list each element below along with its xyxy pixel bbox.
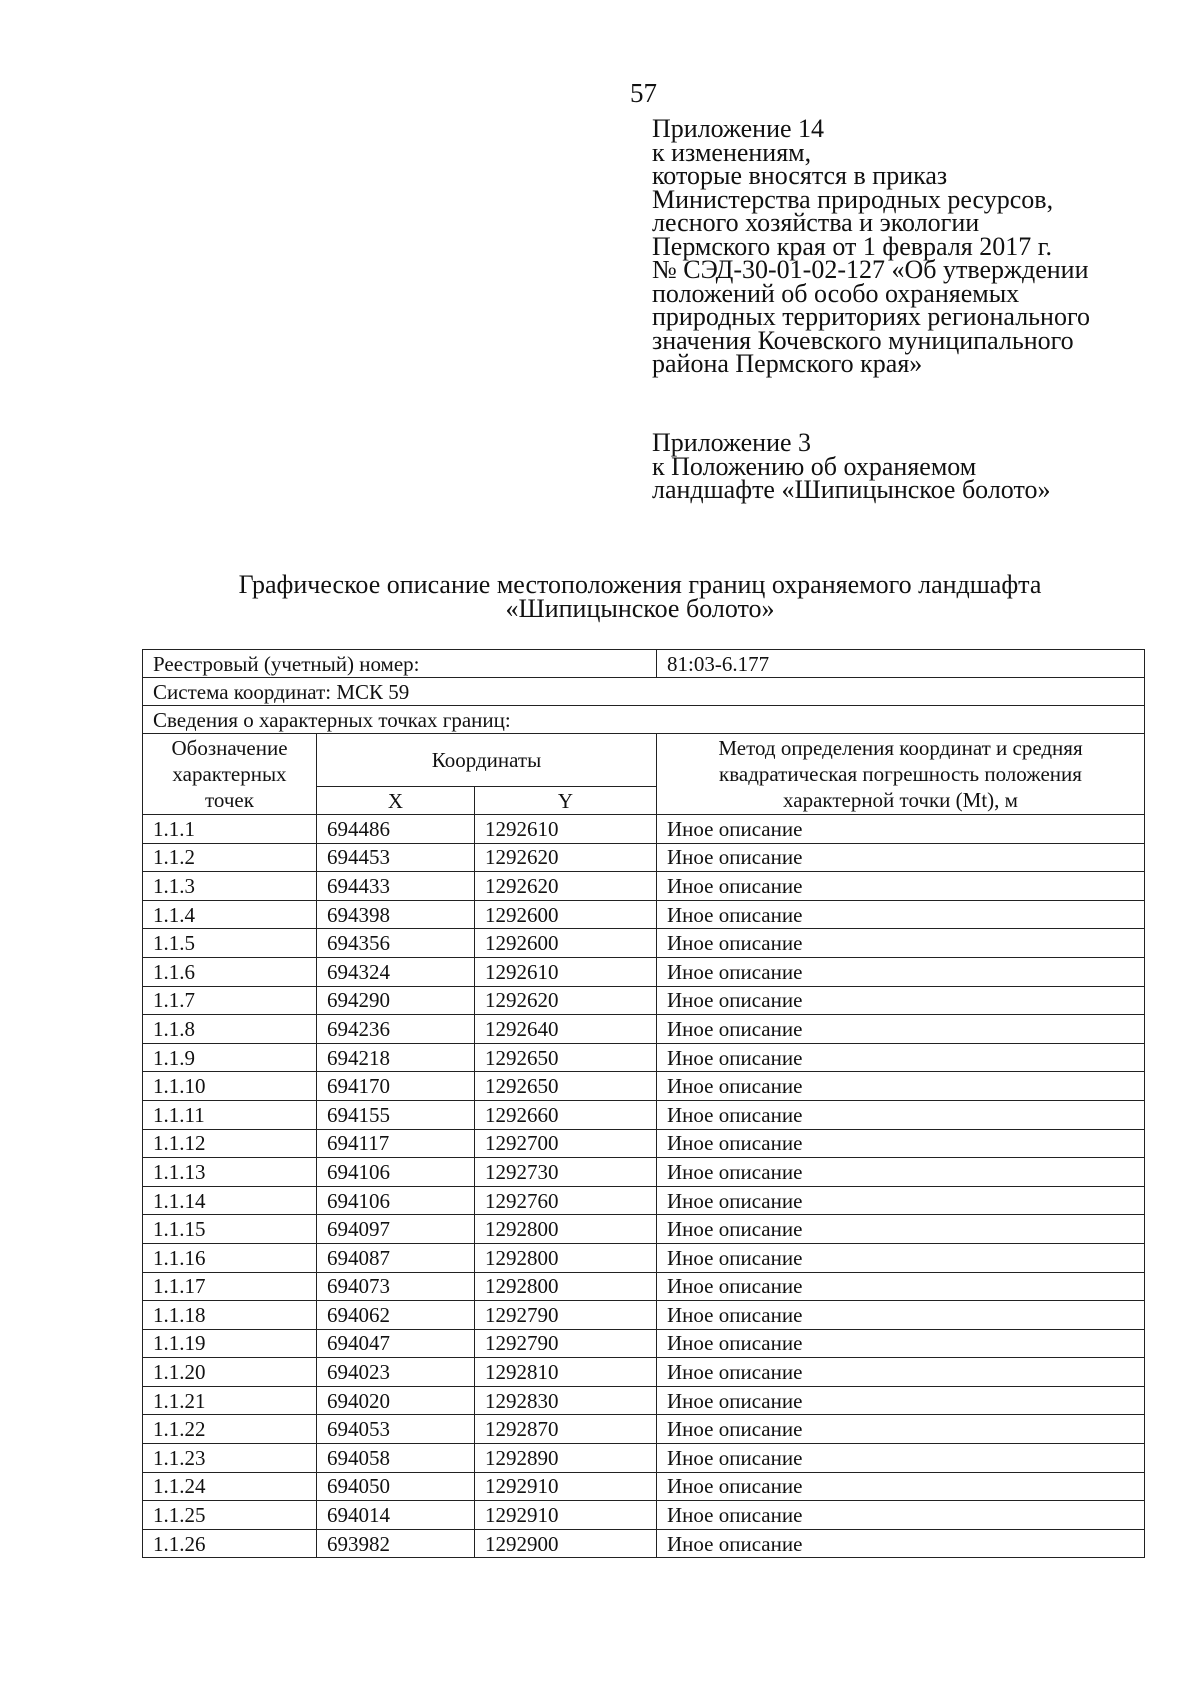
table-row bbox=[143, 986, 1145, 1015]
table-row bbox=[143, 1386, 1145, 1415]
cell-x: 693982 bbox=[317, 1529, 475, 1558]
header-point bbox=[143, 734, 317, 815]
appendix-14-line: Приложение 14 bbox=[652, 114, 825, 143]
cell-y: 1292790 bbox=[475, 1329, 657, 1358]
cell-y: 1292620 bbox=[475, 986, 657, 1015]
cell-y: 1292640 bbox=[475, 1015, 657, 1044]
cell-method: Иное описание bbox=[657, 1243, 1145, 1272]
cell-method: Иное описание bbox=[657, 872, 1145, 901]
header-method-line: Метод определения координат и средняя bbox=[718, 736, 1083, 760]
cell-method: Иное описание bbox=[657, 815, 1145, 844]
cell-point: 1.1.7 bbox=[143, 986, 317, 1015]
cell-method: Иное описание bbox=[657, 1072, 1145, 1101]
cell-method: Иное описание bbox=[657, 929, 1145, 958]
cell-method: Иное описание bbox=[657, 1015, 1145, 1044]
cell-x: 694398 bbox=[317, 900, 475, 929]
appendix-14-line: природных территориях регионального bbox=[652, 302, 1090, 331]
cell-y: 1292800 bbox=[475, 1243, 657, 1272]
cell-x: 694062 bbox=[317, 1301, 475, 1330]
cell-point: 1.1.10 bbox=[143, 1072, 317, 1101]
cell-x: 694290 bbox=[317, 986, 475, 1015]
header-y: Y bbox=[475, 787, 657, 815]
table-row bbox=[143, 1158, 1145, 1187]
cell-y: 1292810 bbox=[475, 1358, 657, 1387]
cell-x: 694236 bbox=[317, 1015, 475, 1044]
table-row bbox=[143, 929, 1145, 958]
points-info: Сведения о характерных точках границ: bbox=[143, 706, 1145, 734]
table-row bbox=[143, 1100, 1145, 1129]
document-title-line: Графическое описание местоположения границ охраняемого ландшафта bbox=[238, 570, 1042, 599]
cell-y: 1292800 bbox=[475, 1215, 657, 1244]
cell-method: Иное описание bbox=[657, 1529, 1145, 1558]
appendix-14-line: лесного хозяйства и экологии bbox=[652, 208, 980, 237]
points-info-row bbox=[143, 706, 1145, 734]
cell-y: 1292910 bbox=[475, 1472, 657, 1501]
cell-method: Иное описание bbox=[657, 957, 1145, 986]
table-row bbox=[143, 1415, 1145, 1444]
cell-x: 694453 bbox=[317, 843, 475, 872]
cell-x: 694050 bbox=[317, 1472, 475, 1501]
cell-y: 1292610 bbox=[475, 957, 657, 986]
cell-point: 1.1.20 bbox=[143, 1358, 317, 1387]
header-method bbox=[657, 734, 1145, 815]
cell-x: 694218 bbox=[317, 1043, 475, 1072]
cell-point: 1.1.4 bbox=[143, 900, 317, 929]
cell-point: 1.1.12 bbox=[143, 1129, 317, 1158]
table-row bbox=[143, 957, 1145, 986]
table-row bbox=[143, 872, 1145, 901]
cell-y: 1292800 bbox=[475, 1272, 657, 1301]
cell-point: 1.1.21 bbox=[143, 1386, 317, 1415]
cell-method: Иное описание bbox=[657, 1301, 1145, 1330]
cell-y: 1292700 bbox=[475, 1129, 657, 1158]
cell-point: 1.1.9 bbox=[143, 1043, 317, 1072]
table-row bbox=[143, 1186, 1145, 1215]
table-row bbox=[143, 1329, 1145, 1358]
cell-method: Иное описание bbox=[657, 1329, 1145, 1358]
coord-system-row bbox=[143, 678, 1145, 706]
cell-method: Иное описание bbox=[657, 1272, 1145, 1301]
registry-label: Реестровый (учетный) номер: bbox=[143, 650, 657, 678]
cell-y: 1292790 bbox=[475, 1301, 657, 1330]
header-coordinates: Координаты bbox=[317, 734, 657, 787]
appendix-14-line: которые вносятся в приказ bbox=[652, 161, 948, 190]
cell-x: 694155 bbox=[317, 1100, 475, 1129]
cell-method: Иное описание bbox=[657, 1501, 1145, 1530]
table-row bbox=[143, 900, 1145, 929]
cell-method: Иное описание bbox=[657, 1472, 1145, 1501]
cell-method: Иное описание bbox=[657, 1215, 1145, 1244]
cell-method: Иное описание bbox=[657, 1129, 1145, 1158]
header-point-line: характерных bbox=[172, 762, 287, 786]
cell-y: 1292600 bbox=[475, 900, 657, 929]
header-x: X bbox=[317, 787, 475, 815]
registry-row bbox=[143, 650, 1145, 678]
cell-method: Иное описание bbox=[657, 1186, 1145, 1215]
appendix-14-line: положений об особо охраняемых bbox=[652, 278, 1020, 308]
cell-method: Иное описание bbox=[657, 843, 1145, 872]
document-title bbox=[140, 570, 1140, 623]
cell-point: 1.1.18 bbox=[143, 1301, 317, 1330]
appendix-3-line: к Положению об охраняемом bbox=[652, 451, 977, 481]
cell-x: 694117 bbox=[317, 1129, 475, 1158]
cell-y: 1292600 bbox=[475, 929, 657, 958]
table-row bbox=[143, 1444, 1145, 1473]
table-row bbox=[143, 1215, 1145, 1244]
cell-method: Иное описание bbox=[657, 1158, 1145, 1187]
coord-system: Система координат: МСК 59 bbox=[143, 678, 1145, 706]
header-point-line: Обозначение bbox=[171, 736, 288, 760]
document-title-line: «Шипицынское болото» bbox=[505, 594, 775, 623]
cell-x: 694170 bbox=[317, 1072, 475, 1101]
cell-point: 1.1.1 bbox=[143, 815, 317, 844]
table-row bbox=[143, 1072, 1145, 1101]
table-header-row bbox=[143, 734, 1145, 787]
appendix-14-line: № СЭД-30-01-02-127 «Об утверждении bbox=[652, 255, 1089, 284]
table-row bbox=[143, 1501, 1145, 1530]
cell-point: 1.1.15 bbox=[143, 1215, 317, 1244]
table-row bbox=[143, 1301, 1145, 1330]
cell-y: 1292760 bbox=[475, 1186, 657, 1215]
cell-point: 1.1.26 bbox=[143, 1529, 317, 1558]
appendix-14-line: Пермского края от 1 февраля 2017 г. bbox=[652, 231, 1052, 261]
cell-x: 694014 bbox=[317, 1501, 475, 1530]
cell-x: 694058 bbox=[317, 1444, 475, 1473]
cell-method: Иное описание bbox=[657, 1444, 1145, 1473]
cell-y: 1292870 bbox=[475, 1415, 657, 1444]
cell-x: 694106 bbox=[317, 1186, 475, 1215]
cell-x: 694023 bbox=[317, 1358, 475, 1387]
cell-x: 694073 bbox=[317, 1272, 475, 1301]
cell-point: 1.1.25 bbox=[143, 1501, 317, 1530]
cell-x: 694486 bbox=[317, 815, 475, 844]
header-method-line: квадратическая погрешность положения bbox=[719, 762, 1082, 786]
cell-x: 694106 bbox=[317, 1158, 475, 1187]
appendix-14-line: района Пермского края» bbox=[652, 349, 923, 378]
cell-point: 1.1.19 bbox=[143, 1329, 317, 1358]
cell-x: 694047 bbox=[317, 1329, 475, 1358]
appendix-14-line: к изменениям, bbox=[652, 137, 812, 167]
cell-method: Иное описание bbox=[657, 986, 1145, 1015]
cell-point: 1.1.2 bbox=[143, 843, 317, 872]
cell-y: 1292620 bbox=[475, 872, 657, 901]
cell-x: 694020 bbox=[317, 1386, 475, 1415]
cell-point: 1.1.8 bbox=[143, 1015, 317, 1044]
registry-value: 81:03-6.177 bbox=[657, 650, 1145, 678]
table-row bbox=[143, 843, 1145, 872]
table-row bbox=[143, 815, 1145, 844]
table-row bbox=[143, 1129, 1145, 1158]
cell-y: 1292910 bbox=[475, 1501, 657, 1530]
cell-y: 1292830 bbox=[475, 1386, 657, 1415]
cell-method: Иное описание bbox=[657, 1386, 1145, 1415]
cell-point: 1.1.22 bbox=[143, 1415, 317, 1444]
appendix-3-line: ландшафте «Шипицынское болото» bbox=[652, 475, 1051, 504]
cell-point: 1.1.13 bbox=[143, 1158, 317, 1187]
table-row bbox=[143, 1272, 1145, 1301]
cell-point: 1.1.24 bbox=[143, 1472, 317, 1501]
cell-method: Иное описание bbox=[657, 1415, 1145, 1444]
header-point-line: точек bbox=[205, 788, 254, 812]
cell-x: 694433 bbox=[317, 872, 475, 901]
appendix-3-header bbox=[652, 428, 1152, 504]
cell-point: 1.1.14 bbox=[143, 1186, 317, 1215]
cell-y: 1292650 bbox=[475, 1043, 657, 1072]
page-number: 57 bbox=[630, 78, 657, 108]
cell-x: 694324 bbox=[317, 957, 475, 986]
cell-point: 1.1.16 bbox=[143, 1243, 317, 1272]
cell-x: 694053 bbox=[317, 1415, 475, 1444]
cell-point: 1.1.6 bbox=[143, 957, 317, 986]
header-method-line: характерной точки (Mt), м bbox=[783, 788, 1018, 812]
cell-x: 694097 bbox=[317, 1215, 475, 1244]
appendix-14-header bbox=[652, 114, 1152, 378]
cell-method: Иное описание bbox=[657, 900, 1145, 929]
cell-method: Иное описание bbox=[657, 1043, 1145, 1072]
cell-point: 1.1.17 bbox=[143, 1272, 317, 1301]
appendix-14-line: Министерства природных ресурсов, bbox=[652, 184, 1054, 214]
cell-point: 1.1.11 bbox=[143, 1100, 317, 1129]
cell-y: 1292730 bbox=[475, 1158, 657, 1187]
cell-point: 1.1.23 bbox=[143, 1444, 317, 1473]
cell-method: Иное описание bbox=[657, 1100, 1145, 1129]
boundary-points-table bbox=[142, 649, 1145, 1558]
cell-method: Иное описание bbox=[657, 1358, 1145, 1387]
cell-y: 1292900 bbox=[475, 1529, 657, 1558]
cell-y: 1292620 bbox=[475, 843, 657, 872]
cell-y: 1292650 bbox=[475, 1072, 657, 1101]
table-row bbox=[143, 1358, 1145, 1387]
table-row bbox=[143, 1015, 1145, 1044]
table-row bbox=[143, 1243, 1145, 1272]
cell-point: 1.1.5 bbox=[143, 929, 317, 958]
cell-y: 1292890 bbox=[475, 1444, 657, 1473]
appendix-14-line: значения Кочевского муниципального bbox=[652, 325, 1074, 355]
cell-x: 694087 bbox=[317, 1243, 475, 1272]
table-row bbox=[143, 1529, 1145, 1558]
cell-point: 1.1.3 bbox=[143, 872, 317, 901]
table-row bbox=[143, 1043, 1145, 1072]
cell-y: 1292660 bbox=[475, 1100, 657, 1129]
cell-y: 1292610 bbox=[475, 815, 657, 844]
appendix-3-line: Приложение 3 bbox=[652, 428, 812, 457]
table-row bbox=[143, 1472, 1145, 1501]
cell-x: 694356 bbox=[317, 929, 475, 958]
